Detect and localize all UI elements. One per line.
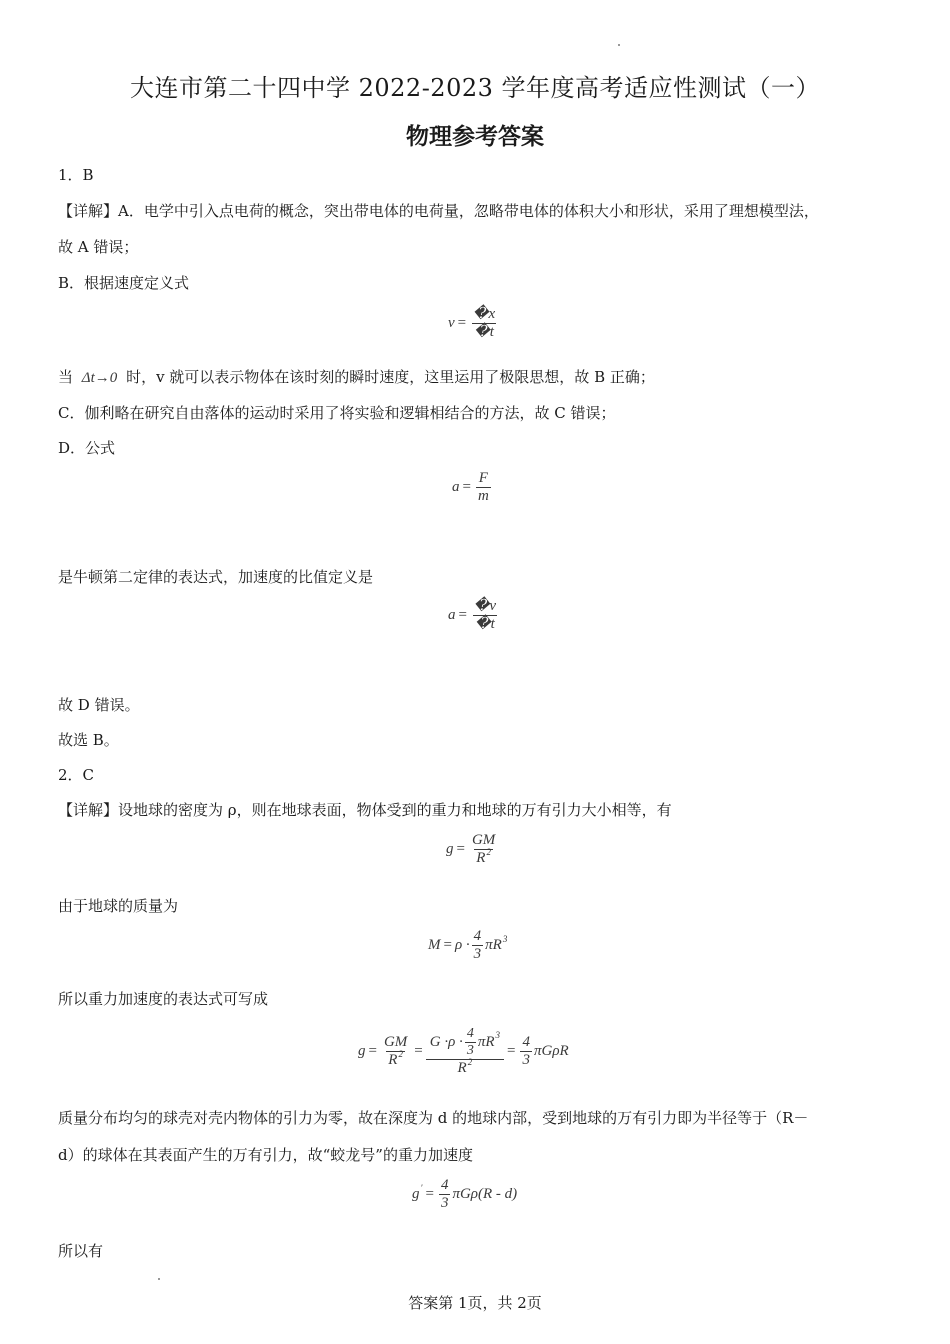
- q1-option-d-line2: 是牛顿第二定律的表达式，加速度的比值定义是: [58, 568, 374, 586]
- fraction-denominator: [426, 1059, 504, 1077]
- fraction: [382, 1034, 409, 1070]
- eq-factor: G ·ρ ·: [429, 1033, 463, 1050]
- fraction-denominator: 3: [440, 1195, 449, 1212]
- scan-speck: [158, 1278, 160, 1280]
- eq-term: πR: [477, 1033, 495, 1050]
- eq-operator: =: [414, 1043, 423, 1060]
- fraction-denominator: �t: [475, 616, 495, 633]
- fraction-denominator: �t: [474, 324, 494, 341]
- q1-option-b-intro: B．根据速度定义式: [58, 274, 190, 292]
- fraction-denominator: [386, 1051, 405, 1069]
- q1-answer: 1．B: [58, 166, 94, 184]
- equation-earth-mass: [428, 928, 507, 964]
- q1-detail-line1: 【详解】A．电学中引入点电荷的概念，突出带电体的电荷量，忽略带电体的体积大小和形状，采用了理想模型法，: [58, 202, 819, 220]
- q2-shell-line2: d）的球体在其表面产生的万有引力，故“蛟龙号”的重力加速度: [58, 1146, 473, 1164]
- fraction-denominator: 3: [473, 946, 482, 963]
- fraction: [520, 1034, 532, 1070]
- scan-speck: [618, 44, 620, 46]
- q1-final-choice: 故选 B。: [58, 731, 119, 749]
- fraction-numerator: 4: [522, 1033, 530, 1050]
- q1-option-d-intro: D．公式: [58, 439, 116, 457]
- equation-acceleration-definition: [448, 598, 500, 634]
- eq-factor: ρ ·: [454, 937, 470, 954]
- exponent: 2: [486, 847, 491, 858]
- inline-math-delta-t: Δt→0: [81, 370, 118, 386]
- text-fragment: 当: [58, 368, 74, 386]
- fraction-numerator: GM: [471, 832, 496, 848]
- exponent: 2: [398, 1049, 403, 1060]
- eq-lhs: a: [448, 607, 456, 624]
- q1-option-c-line: C．伽利略在研究自由落体的运动时采用了将实验和逻辑相结合的方法，故 C 错误；: [58, 404, 616, 422]
- equation-depth-gravity: [412, 1177, 517, 1213]
- equation-velocity-definition: [448, 306, 499, 342]
- fraction: [472, 598, 498, 634]
- eq-lhs: M: [428, 937, 441, 954]
- eq-operator: =: [462, 479, 471, 496]
- fraction: [471, 306, 497, 342]
- inner-fraction: [465, 1026, 476, 1059]
- eq-operator: =: [457, 315, 467, 332]
- q2-g-intro: 所以重力加速度的表达式可写成: [58, 990, 269, 1008]
- fraction: [472, 928, 484, 964]
- denominator-base: R: [388, 1052, 398, 1069]
- answer-key-subtitle: 物理参考答案: [406, 123, 544, 150]
- exponent: 3: [495, 1030, 500, 1041]
- fraction-numerator: 4: [440, 1177, 449, 1193]
- fraction-numerator: �x: [473, 306, 496, 322]
- eq-term: πGρ(R - d): [452, 1186, 518, 1203]
- fraction-numerator: F: [478, 470, 488, 486]
- eq-operator: =: [456, 841, 465, 858]
- eq-lhs: g: [446, 841, 454, 858]
- equation-surface-gravity: [446, 832, 499, 868]
- q2-shell-line1: 质量分布均匀的球壳对壳内物体的引力为零，故在深度为 d 的地球内部，受到地球的万有引力即为半径等于（R－: [58, 1109, 809, 1127]
- eq-operator: =: [458, 607, 467, 624]
- fraction-denominator: m: [477, 488, 489, 505]
- text-fragment: 时，v 就可以表示物体在该时刻的瞬时速度，这里运用了极限思想，故 B 正确；: [126, 368, 655, 386]
- eq-term: πGρR: [533, 1043, 569, 1060]
- equation-newton-second-law: [452, 470, 493, 506]
- prime-mark: ′: [420, 1182, 423, 1193]
- compound-fraction: [428, 1026, 502, 1077]
- eq-lhs: g: [358, 1043, 366, 1060]
- eq-lhs: a: [452, 479, 460, 496]
- exponent: 2: [467, 1057, 473, 1068]
- fraction-numerator: [428, 1026, 502, 1059]
- fraction-numerator: 4: [473, 928, 482, 944]
- eq-operator: =: [443, 937, 452, 954]
- exponent: 3: [502, 933, 508, 944]
- eq-operator: =: [507, 1043, 516, 1060]
- q2-mass-intro: 由于地球的质量为: [58, 897, 179, 915]
- eq-operator: =: [368, 1043, 377, 1060]
- fraction-numerator: 4: [466, 1026, 474, 1041]
- fraction-numerator: GM: [383, 1033, 408, 1050]
- q1-option-b-line: [58, 368, 655, 387]
- q2-answer: 2．C: [58, 766, 95, 784]
- eq-term: πR: [485, 937, 502, 954]
- fraction: [439, 1177, 451, 1213]
- fraction-denominator: [474, 849, 493, 867]
- equation-gravity-density-form: [358, 1026, 569, 1077]
- eq-lhs: v: [448, 315, 455, 332]
- fraction-denominator: 3: [466, 1043, 474, 1059]
- exam-title: 大连市第二十四中学 2022-2023 学年度高考适应性测试（一）: [129, 74, 821, 102]
- eq-operator: =: [425, 1186, 434, 1203]
- eq-lhs: g: [412, 1186, 420, 1203]
- fraction: [476, 470, 491, 506]
- denominator-base: R: [457, 1060, 467, 1077]
- q2-so-line: 所以有: [58, 1242, 104, 1260]
- fraction-denominator: 3: [522, 1052, 530, 1069]
- page-footer: 答案第 1页，共 2页: [408, 1294, 542, 1312]
- q1-detail-line2: 故 A 错误；: [58, 238, 139, 256]
- fraction-numerator: �v: [473, 598, 497, 614]
- fraction: [470, 832, 497, 868]
- q2-detail-line1: 【详解】设地球的密度为 ρ，则在地球表面，物体受到的重力和地球的万有引力大小相等，有: [58, 801, 672, 819]
- q1-option-d-conclusion: 故 D 错误。: [58, 696, 140, 714]
- denominator-base: R: [476, 850, 486, 867]
